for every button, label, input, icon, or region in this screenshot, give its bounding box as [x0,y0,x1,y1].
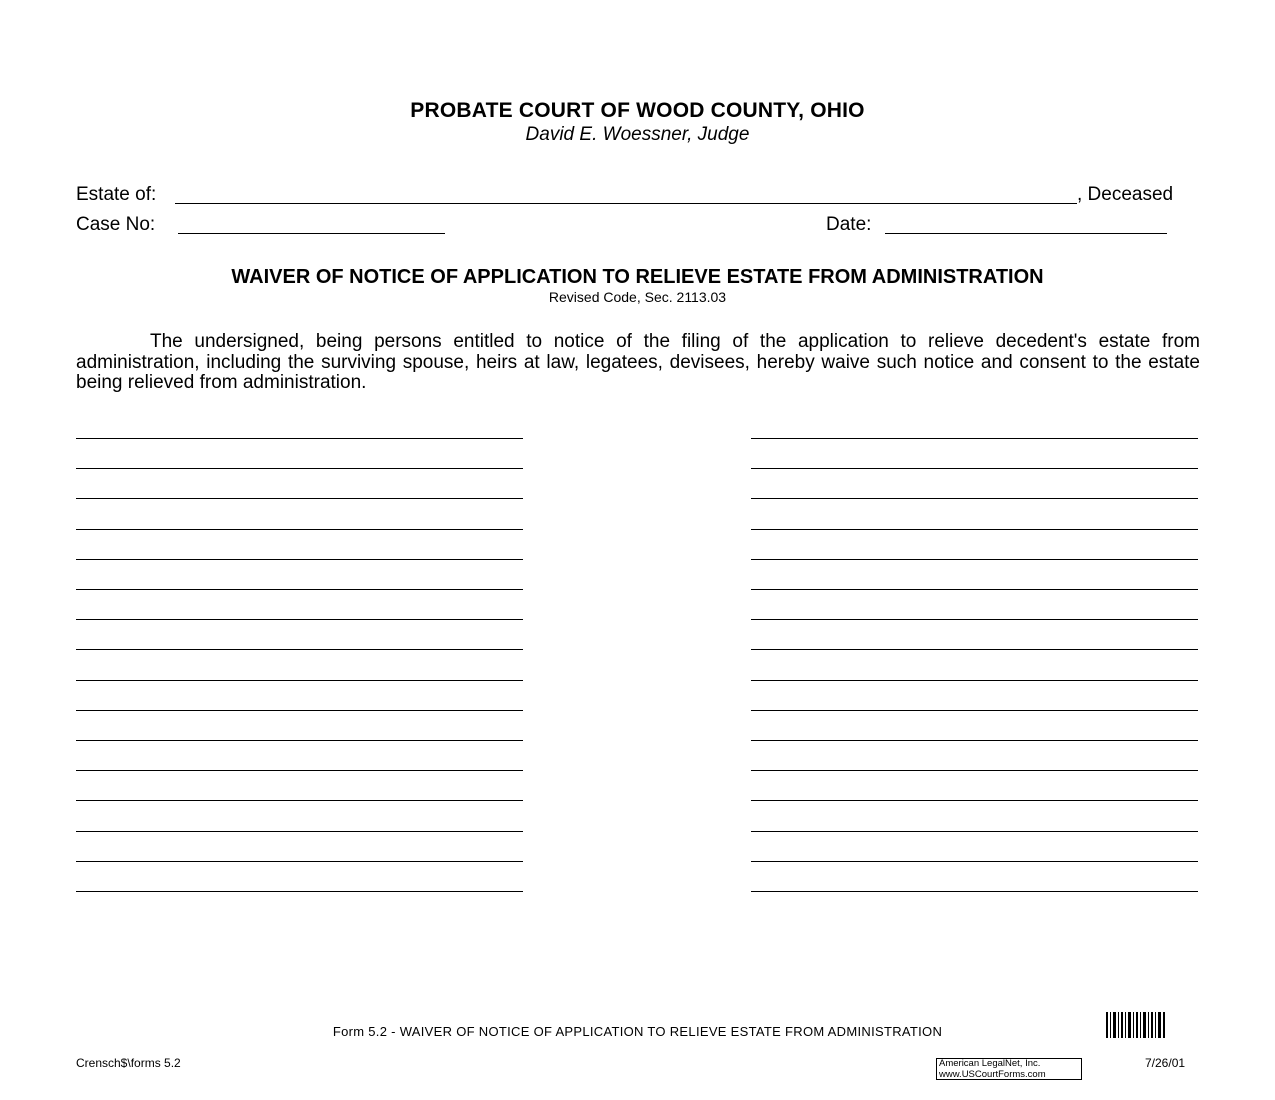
signature-line[interactable] [751,800,1198,801]
signature-line[interactable] [76,498,523,499]
signature-line[interactable] [76,438,523,439]
signature-line[interactable] [76,589,523,590]
footer-date: 7/26/01 [1145,1056,1186,1070]
signature-line[interactable] [751,891,1198,892]
signature-line[interactable] [751,770,1198,771]
form-title: WAIVER OF NOTICE OF APPLICATION TO RELIEVE ESTATE FROM ADMINISTRATION [231,266,1044,288]
signature-line[interactable] [76,831,523,832]
date-field[interactable] [885,233,1167,234]
signature-line[interactable] [751,468,1198,469]
case-number-field[interactable] [178,233,445,234]
signature-line[interactable] [751,740,1198,741]
revised-code-reference: Revised Code, Sec. 2113.03 [548,289,727,305]
signature-line[interactable] [751,559,1198,560]
signature-line[interactable] [751,649,1198,650]
estate-name-field[interactable] [175,203,1077,204]
date-label: Date: [826,214,872,235]
judge-name: David E. Woessner, Judge [525,124,750,145]
waiver-body-content: The undersigned, being persons entitled to notice of the filing of the application to relieve decedent's estate from administration, including the surviving spouse, heirs at law, legatees, devisees, hereby waive such notice and consent to the estate being relieved from administration. [76,331,1200,393]
court-title: PROBATE COURT OF WOOD COUNTY, OHIO [410,99,865,122]
publisher-box [936,1058,1082,1080]
signature-line[interactable] [76,559,523,560]
waiver-body-text [76,332,1200,394]
signature-line[interactable] [751,529,1198,530]
signature-line[interactable] [751,589,1198,590]
signature-line[interactable] [751,619,1198,620]
signature-line[interactable] [751,438,1198,439]
footer-form-label: Form 5.2 - WAIVER OF NOTICE OF APPLICATION TO RELIEVE ESTATE FROM ADMINISTRATION [332,1024,943,1039]
barcode-icon [1106,1012,1166,1038]
signature-line[interactable] [751,861,1198,862]
signature-line[interactable] [76,891,523,892]
signature-line[interactable] [76,468,523,469]
signature-line[interactable] [76,710,523,711]
publisher-url: www.USCourtForms.com [939,1068,1046,1080]
publisher-name: American LegalNet, Inc. [939,1058,1041,1069]
signature-line[interactable] [751,831,1198,832]
signature-line[interactable] [76,861,523,862]
estate-label: Estate of: [76,184,157,205]
deceased-suffix: , Deceased [1077,184,1174,205]
signature-line[interactable] [76,529,523,530]
signature-line[interactable] [76,619,523,620]
signature-line[interactable] [751,710,1198,711]
signature-line[interactable] [76,680,523,681]
signature-line[interactable] [751,498,1198,499]
signature-line[interactable] [76,649,523,650]
case-number-label: Case No: [76,214,156,235]
footer-file-path: Crensch$\forms 5.2 [76,1056,181,1070]
signature-line[interactable] [76,770,523,771]
signature-line[interactable] [76,740,523,741]
signature-line[interactable] [751,680,1198,681]
signature-line[interactable] [76,800,523,801]
